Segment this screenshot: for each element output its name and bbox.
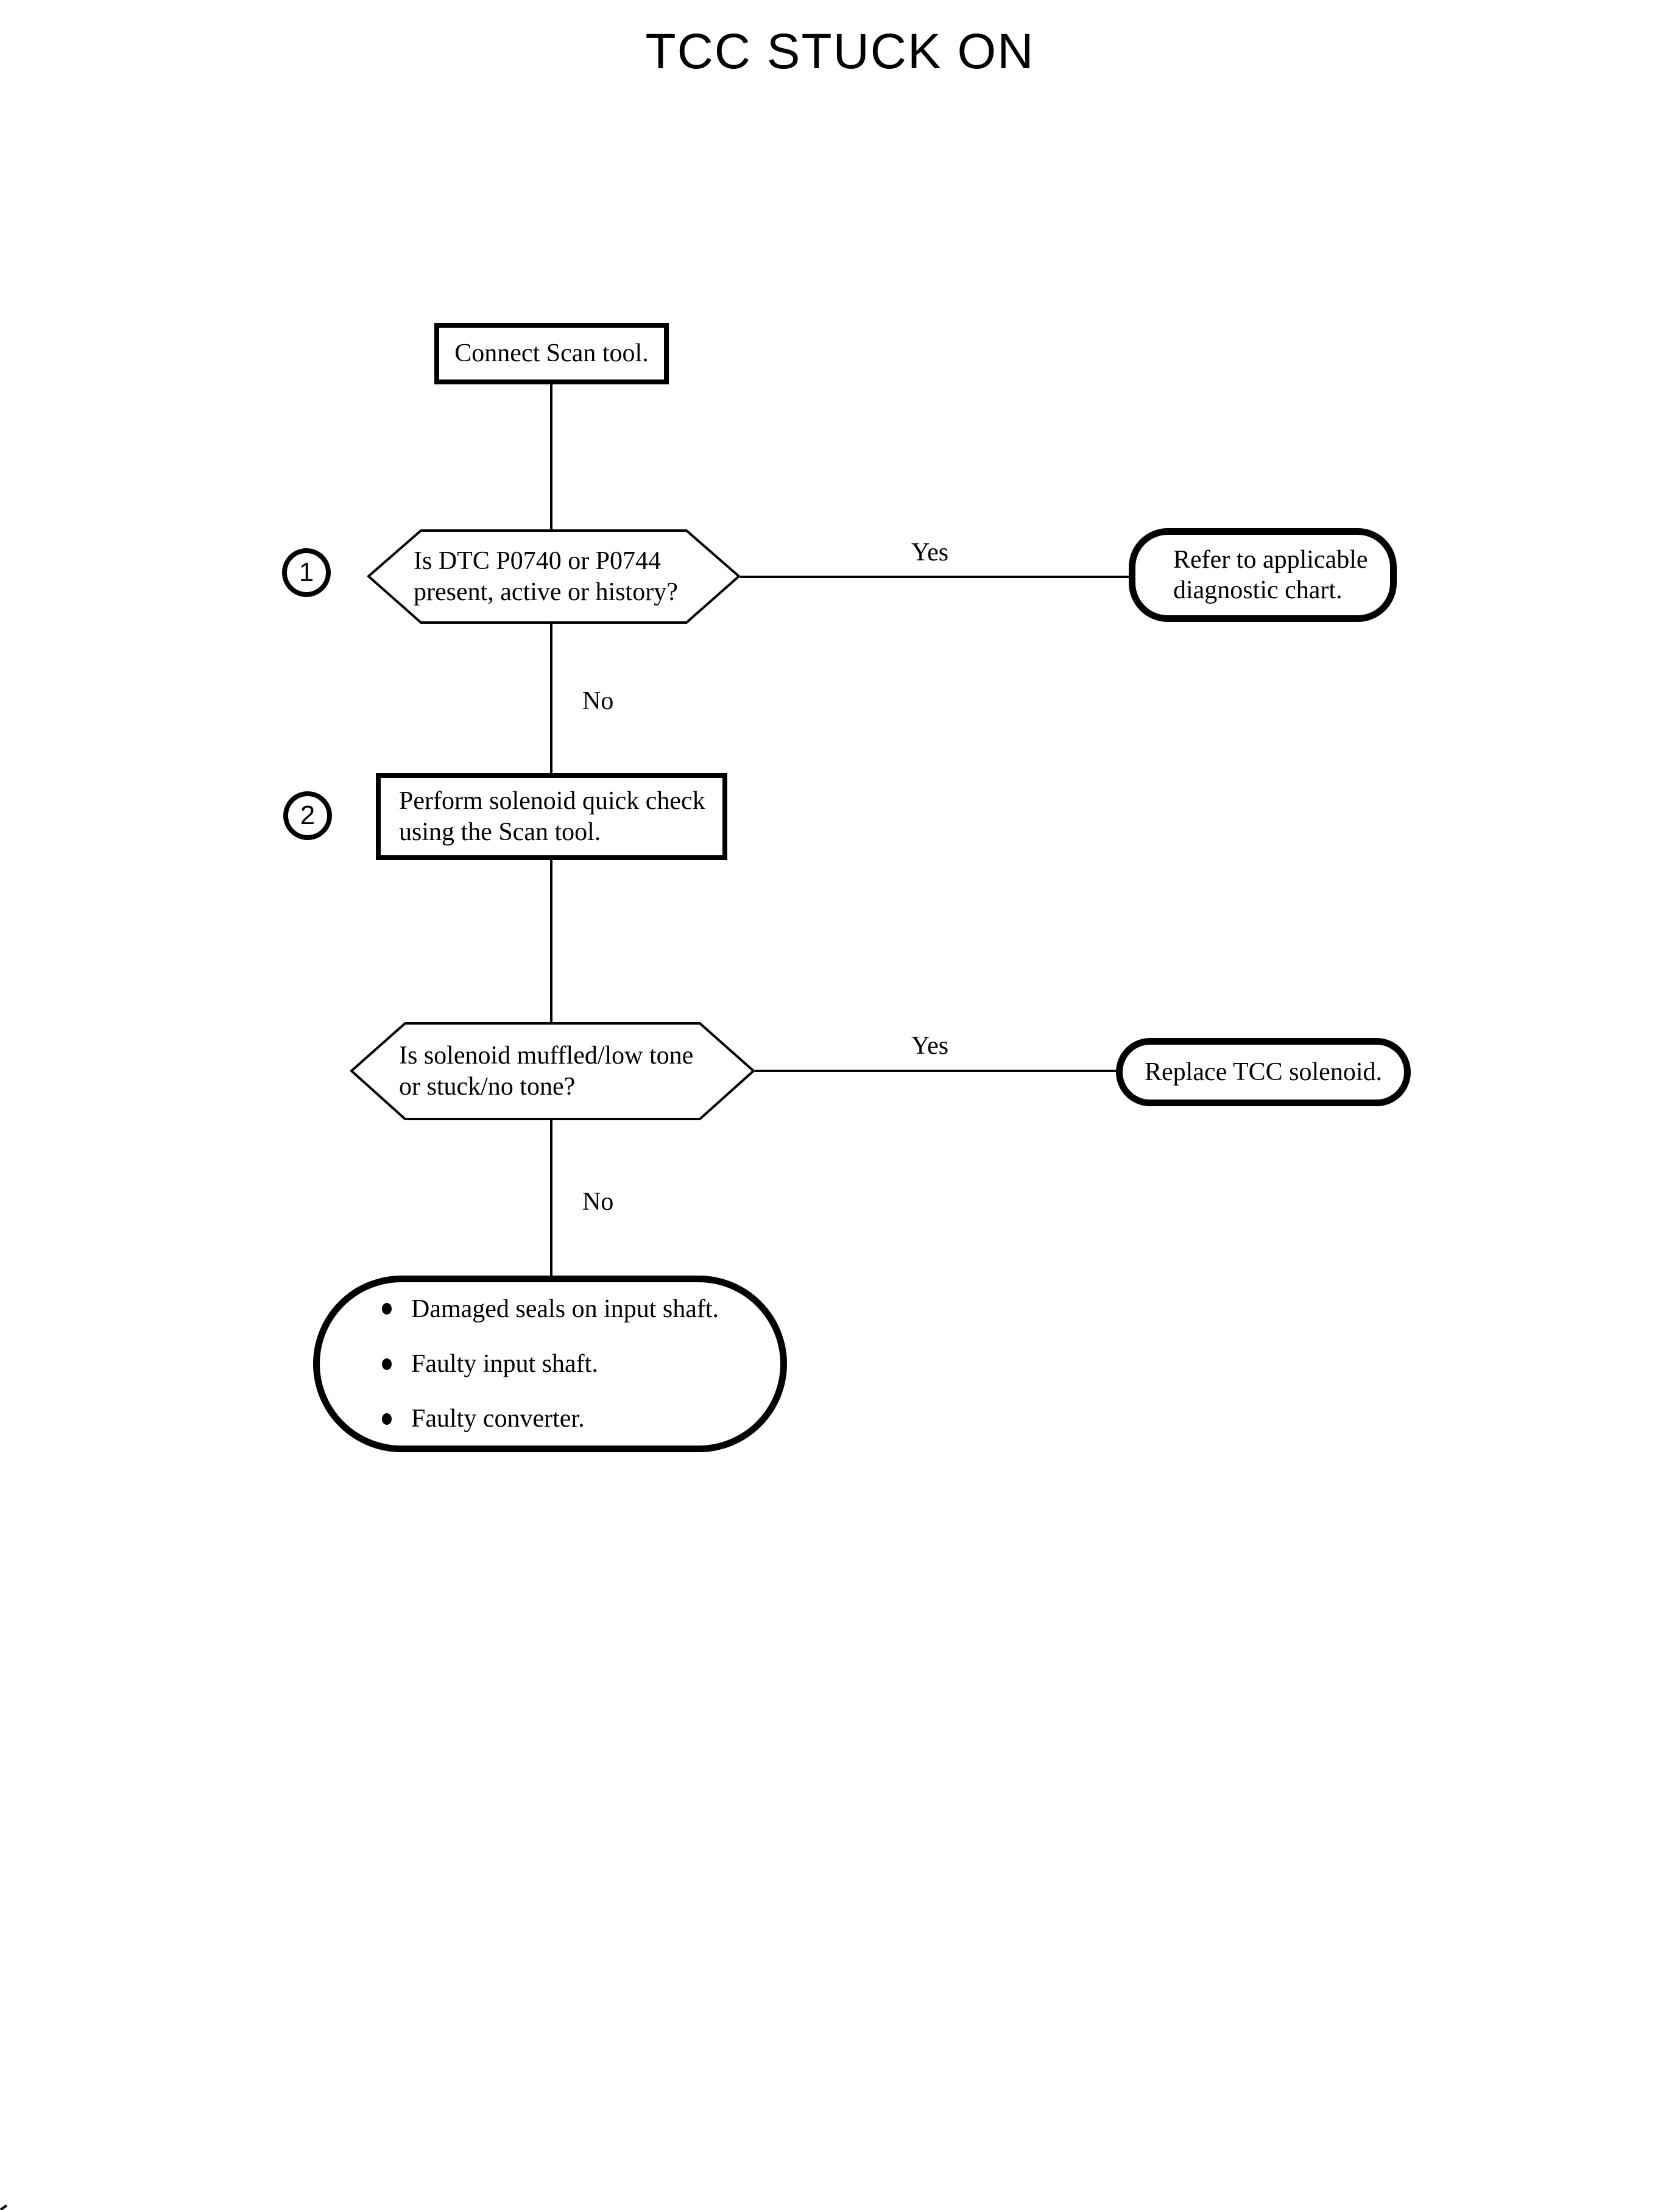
step-connect-scan-tool-label: Connect Scan tool.: [454, 339, 649, 368]
decision-dtc-present-text: [414, 529, 678, 624]
action-replace-tcc-solenoid: [1116, 1038, 1411, 1106]
action-replace-tcc-solenoid-label: Replace TCC solenoid.: [1145, 1057, 1382, 1086]
step-number-1-label: 1: [298, 557, 314, 587]
step-solenoid-quick-check: [376, 773, 727, 860]
action-refer-diagnostic-chart-line1: Refer to applicable: [1173, 545, 1368, 574]
decision-solenoid-tone-text: [399, 1022, 693, 1120]
decision-dtc-present: [367, 529, 740, 624]
bullet-icon: [382, 1413, 392, 1425]
list-item: [382, 1405, 780, 1433]
decision-solenoid-tone-line1: Is solenoid muffled/low tone: [399, 1042, 694, 1070]
step-number-badge-2: [283, 791, 332, 840]
step-number-badge-1: [282, 548, 331, 597]
step-connect-scan-tool: [434, 323, 669, 384]
action-refer-diagnostic-chart-line2: diagnostic chart.: [1173, 576, 1343, 604]
outcome-list: [313, 1276, 787, 1452]
edge-label-no-1: No: [582, 687, 614, 715]
connector-decision1-yes: [740, 576, 1130, 578]
page-title: TCC STUCK ON: [645, 24, 1035, 79]
outcome-faulty-input-shaft: Faulty input shaft.: [411, 1349, 598, 1378]
step-solenoid-quick-check-line2: using the Scan tool.: [399, 817, 601, 846]
connector-decision2-yes: [755, 1070, 1117, 1072]
edge-label-no-2: No: [582, 1188, 614, 1216]
decision-dtc-present-line1: Is DTC P0740 or P0744: [414, 547, 662, 576]
step-number-2-label: 2: [300, 800, 316, 830]
edge-label-yes-2: Yes: [911, 1032, 949, 1060]
action-refer-diagnostic-chart: [1129, 528, 1397, 622]
connector-step2-to-decision2: [550, 859, 552, 1023]
outcome-damaged-seals: Damaged seals on input shaft.: [411, 1294, 719, 1323]
connector-decision2-no: [550, 1119, 552, 1277]
connector-decision1-no: [550, 623, 552, 774]
list-item: [382, 1295, 780, 1323]
list-item: [382, 1350, 780, 1378]
scan-artifact-mark: [0, 2205, 7, 2210]
connector-step1-to-decision1: [550, 383, 552, 531]
bullet-icon: [382, 1303, 392, 1315]
decision-dtc-present-line2: present, active or history?: [414, 577, 678, 606]
edge-label-yes-1: Yes: [911, 538, 949, 567]
decision-solenoid-tone: [350, 1022, 755, 1120]
decision-solenoid-tone-line2: or stuck/no tone?: [399, 1072, 576, 1101]
outcome-faulty-converter: Faulty converter.: [411, 1405, 585, 1433]
step-solenoid-quick-check-line1: Perform solenoid quick check: [399, 787, 705, 816]
bullet-icon: [382, 1358, 392, 1370]
